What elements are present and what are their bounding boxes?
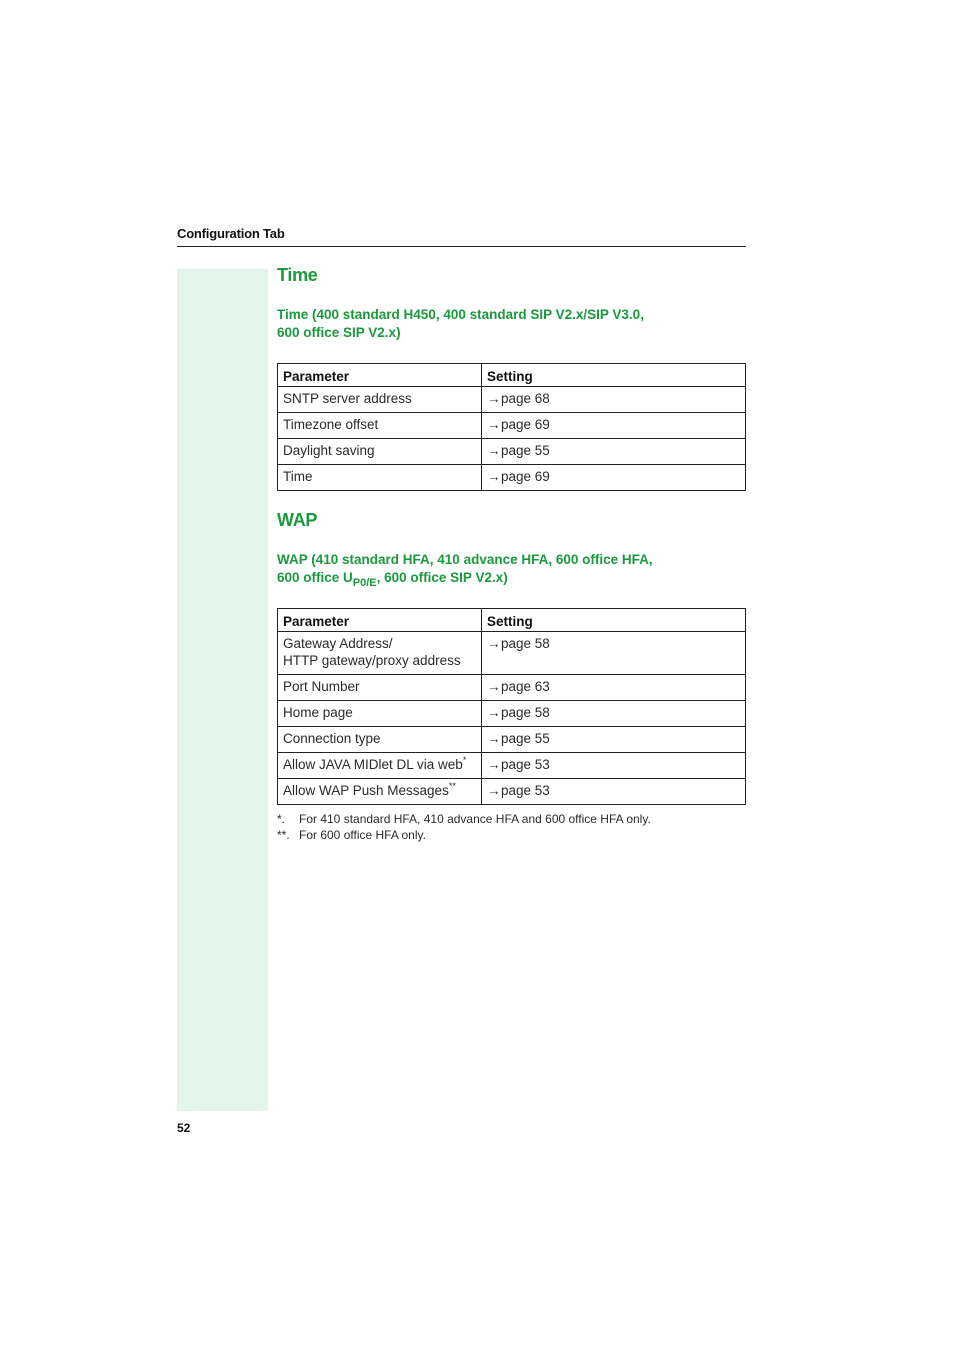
parameter-cell: Time	[278, 465, 482, 491]
arrow-right-icon: →	[487, 705, 501, 720]
footnote-mark: **.	[277, 828, 290, 842]
table-row	[278, 753, 746, 779]
setting-cell[interactable]	[482, 465, 746, 491]
wap-subtitle-line2-rest: , 600 office SIP V2.x)	[376, 570, 508, 585]
setting-cell[interactable]	[482, 779, 746, 805]
page-link[interactable]: page 55	[501, 731, 550, 746]
arrow-right-icon: →	[487, 783, 501, 798]
setting-cell[interactable]	[482, 439, 746, 465]
parameter-line1: Gateway Address/	[283, 636, 393, 651]
page-link[interactable]: page 58	[501, 705, 550, 720]
arrow-right-icon: →	[487, 443, 501, 458]
wap-section-title: WAP	[277, 510, 318, 530]
footnote-marker: *	[462, 755, 467, 765]
time-parameter-table	[277, 363, 746, 491]
parameter-cell: SNTP server address	[278, 387, 482, 413]
arrow-right-icon: →	[487, 391, 501, 406]
setting-cell[interactable]	[482, 387, 746, 413]
table-row	[278, 413, 746, 439]
setting-cell[interactable]	[482, 632, 746, 675]
wap-subtitle-subscript: P0/E	[352, 577, 377, 589]
footnotes	[277, 811, 651, 843]
arrow-right-icon: →	[487, 731, 501, 746]
parameter-cell: Timezone offset	[278, 413, 482, 439]
wap-subtitle-line2	[277, 569, 747, 587]
column-header-setting: Setting	[482, 364, 746, 387]
parameter-cell	[278, 753, 482, 779]
page-link[interactable]: page 63	[501, 679, 550, 694]
setting-cell[interactable]	[482, 727, 746, 753]
column-header-parameter: Parameter	[278, 609, 482, 632]
footnote-text: For 410 standard HFA, 410 advance HFA and 600 office HFA only.	[299, 812, 651, 826]
table-header-row	[278, 609, 746, 632]
footnote	[277, 827, 651, 843]
arrow-right-icon: →	[487, 417, 501, 432]
parameter-text: Allow WAP Push Messages	[283, 783, 449, 798]
column-header-setting: Setting	[482, 609, 746, 632]
setting-cell[interactable]	[482, 701, 746, 727]
page-link[interactable]: page 58	[501, 636, 550, 651]
table-row	[278, 387, 746, 413]
margin-sidebar	[177, 269, 268, 1111]
table-row	[278, 675, 746, 701]
parameter-cell	[278, 779, 482, 805]
arrow-right-icon: →	[487, 469, 501, 484]
parameter-cell: Home page	[278, 701, 482, 727]
arrow-right-icon: →	[487, 679, 501, 694]
time-subtitle-line2: 600 office SIP V2.x)	[277, 325, 401, 340]
time-section-title: Time	[277, 265, 318, 285]
parameter-cell: Connection type	[278, 727, 482, 753]
table-row	[278, 439, 746, 465]
wap-section-subtitle	[277, 551, 747, 587]
time-section-subtitle	[277, 306, 747, 342]
parameter-cell	[278, 632, 482, 675]
footnote-marker: **	[448, 781, 456, 791]
parameter-cell: Daylight saving	[278, 439, 482, 465]
page-link[interactable]: page 53	[501, 783, 550, 798]
setting-cell[interactable]	[482, 753, 746, 779]
parameter-cell: Port Number	[278, 675, 482, 701]
header-title: Configuration Tab	[177, 226, 285, 241]
page-link[interactable]: page 68	[501, 391, 550, 406]
table-row	[278, 727, 746, 753]
footnote	[277, 811, 651, 827]
page-number: 52	[177, 1121, 191, 1135]
header-divider	[177, 246, 746, 247]
arrow-right-icon: →	[487, 636, 501, 651]
wap-parameter-table	[277, 608, 746, 805]
wap-subtitle-line2-text: 600 office U	[277, 570, 353, 585]
table-row	[278, 632, 746, 675]
time-subtitle-line1: Time (400 standard H450, 400 standard SIP V2.x/SIP V3.0,	[277, 307, 644, 322]
wap-subtitle-line1: WAP (410 standard HFA, 410 advance HFA, 600 office HFA,	[277, 552, 653, 567]
table-header-row	[278, 364, 746, 387]
table-row	[278, 465, 746, 491]
footnote-text: For 600 office HFA only.	[299, 828, 426, 842]
table-row	[278, 779, 746, 805]
column-header-parameter: Parameter	[278, 364, 482, 387]
footnote-mark: *.	[277, 812, 286, 826]
arrow-right-icon: →	[487, 757, 501, 772]
page-link[interactable]: page 69	[501, 417, 550, 432]
page-link[interactable]: page 69	[501, 469, 550, 484]
table-row	[278, 701, 746, 727]
parameter-text: Allow JAVA MIDlet DL via web	[283, 757, 463, 772]
page-link[interactable]: page 55	[501, 443, 550, 458]
setting-cell[interactable]	[482, 413, 746, 439]
setting-cell[interactable]	[482, 675, 746, 701]
page-link[interactable]: page 53	[501, 757, 550, 772]
parameter-line2: HTTP gateway/proxy address	[283, 653, 461, 668]
